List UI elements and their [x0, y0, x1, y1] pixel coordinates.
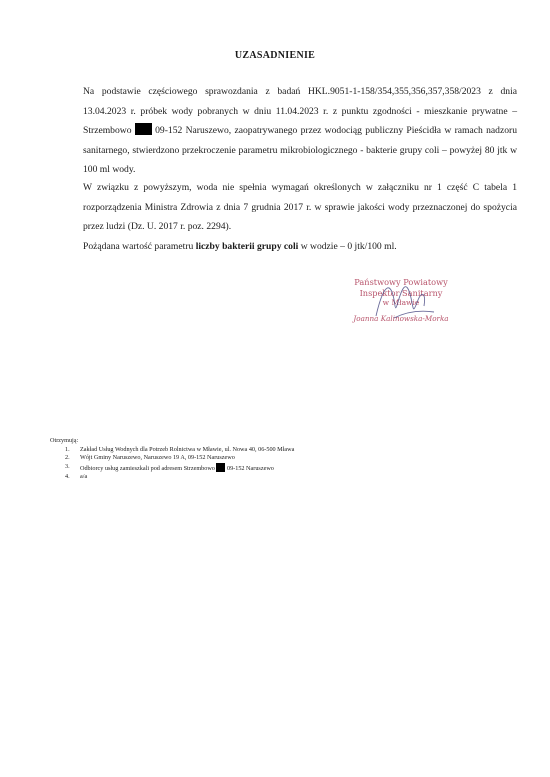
receiver-item: [50, 473, 294, 482]
receiver-number: 2.: [65, 454, 70, 461]
paragraph-1-text-b: 09-152 Naruszewo, zaopatrywanego przez wodociąg publiczny Pieścidła w ramach nadzoru sanitarnego, stwierdzono przekroczenie parametru mikrobiologicznego - bakterie grupy coli – powyżej 80 jtk w 100 ml wody.: [83, 125, 518, 175]
stamp-line-2: Inspektor Sanitarny: [359, 288, 443, 298]
paragraph-1: [63, 82, 517, 180]
stamp-line-1: Państwowy Powiatowy: [354, 277, 448, 287]
signature-scribble-icon: [336, 272, 466, 332]
redaction-box: [135, 123, 152, 135]
paragraph-3: [63, 237, 517, 257]
receivers-list: [50, 437, 294, 482]
receiver-item: [50, 454, 294, 463]
paragraph-3-bold-parameter: liczby bakterii grupy coli: [195, 241, 299, 252]
receivers-label: Otrzymują:: [50, 437, 79, 444]
receiver-item: [50, 446, 294, 455]
receiver-text-b: 09-152 Naruszewo: [226, 464, 274, 472]
receiver-number: 4.: [65, 473, 70, 480]
receiver-text: a/a: [80, 473, 88, 480]
redaction-box: [216, 463, 225, 472]
receiver-number: 1.: [65, 445, 70, 453]
receiver-number: 3.: [65, 462, 70, 470]
official-stamp: [336, 272, 466, 332]
receiver-text: Zakład Usług Wodnych dla Potrzeb Rolnictwa w Mławie, ul. Nowa 40, 06-500 Mława: [80, 445, 295, 453]
stamp-line-4: Joanna Kalinowska-Morka: [353, 314, 449, 323]
document-title: UZASADNIENIE: [234, 50, 316, 61]
paragraph-3-text-b: w wodzie – 0 jtk/100 ml.: [300, 241, 397, 252]
paragraph-2: W związku z powyższym, woda nie spełnia wymagań określonych w załączniku nr 1 część C tabela 1 rozporządzenia Ministra Zdrowia z dnia 7 grudnia 2017 r. w sprawie jakości wody przeznaczonej do spożycia przez ludzi (Dz. U. 2017 r. poz. 2294).: [83, 182, 517, 232]
paragraph-1-text-a: Na podstawie częściowego sprawozdania z badań HKL.9051-1-158/354,355,356,357,358/2023 z dnia 13.04.2023 r. próbek wody pobranych w dniu 11.04.2023 r. z punktu zgodności - mieszkanie prywatne – Strzembowo: [83, 86, 517, 136]
paragraph-3-text-a: Pożądana wartość parametru: [83, 241, 194, 252]
receiver-text-a: Odbiorcy usług zamieszkali pod adresem Strzembowo: [80, 464, 215, 472]
receiver-text: Wójt Gminy Naruszewo, Naruszewo 19 A, 09-152 Naruszewo: [80, 454, 235, 461]
receiver-item: [50, 463, 294, 474]
stamp-line-3: w Mławie: [382, 298, 420, 307]
